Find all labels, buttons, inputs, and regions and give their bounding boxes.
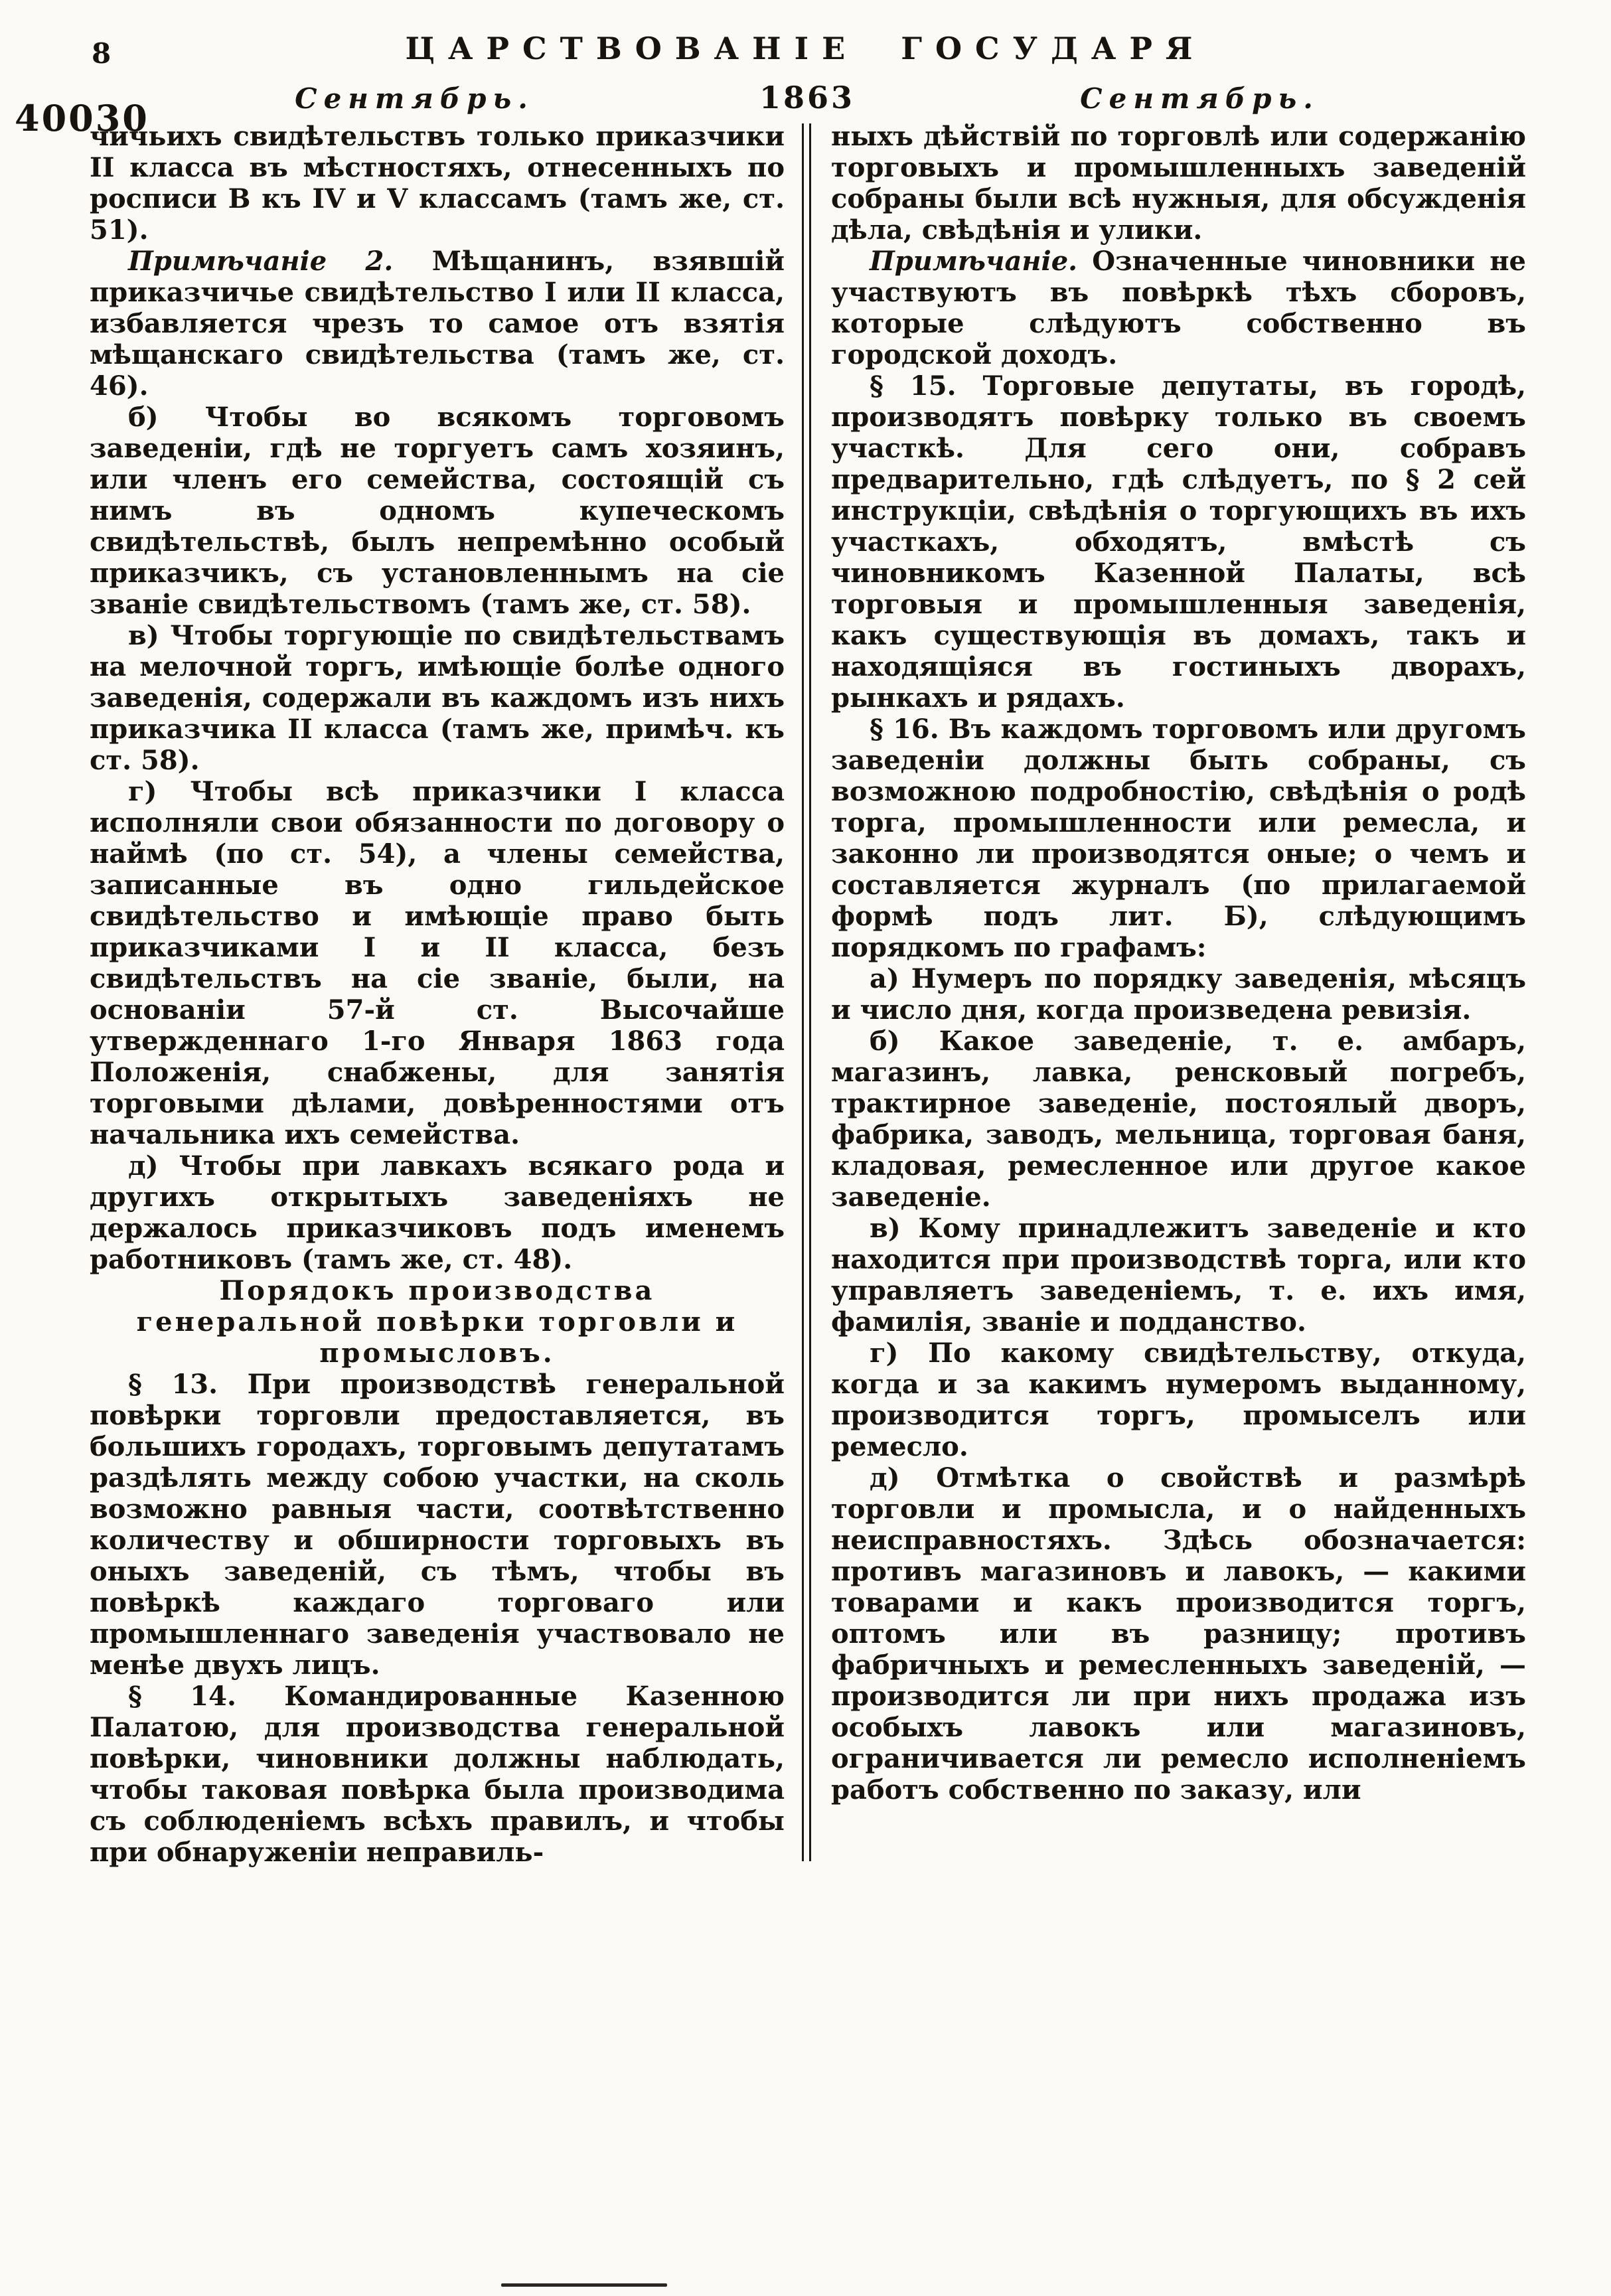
scan-artifact [501,2283,667,2287]
subheader-month-right: Сентябрь. [1080,82,1320,115]
paragraph: а) Нумеръ по порядку заведенія, мѣсяцъ и число дня, когда произведена ревизія. [831,963,1526,1026]
paragraph: д) Чтобы при лавкахъ всякаго рода и другихъ открытыхъ заведеніяхъ не держалось приказчиковъ подъ именемъ работниковъ (тамъ же, ст. 48). [90,1150,785,1275]
paragraph: Примѣчаніе 2. Мѣщанинъ, взявшій приказчичье свидѣтельство I или II класса, избавляется чрезъ то самое отъ взятія мѣщанскаго свидѣтельства (тамъ же, ст. 46). [90,246,785,402]
paragraph: § 16. Въ каждомъ торговомъ или другомъ заведеніи должны быть собраны, съ возможною подробностію, свѣдѣнія о родѣ торга, промышленности или ремесла, и законно ли производятся оные; о чемъ и составляется журналъ (по прилагаемой формѣ подъ лит. Б), слѣдующимъ порядкомъ по графамъ: [831,714,1526,963]
text-columns [90,121,1526,1868]
paragraph: ныхъ дѣйствій по торговлѣ или содержанію торговыхъ и промышленныхъ заведеній собраны были всѣ нужныя, для обсужденія дѣла, свѣдѣнія и улики. [831,121,1526,246]
subheader-month-left: Сентябрь. [295,82,534,115]
paragraph: д) Отмѣтка о свойствѣ и размѣрѣ торговли и промысла, и о найденныхъ неисправностяхъ. Здѣсь обозначается: противъ магазиновъ и лавокъ, — какими товарами и какъ производится торгъ, оптомъ или въ разницу; противъ фабричныхъ и ремесленныхъ заведеній, — производится ли при нихъ продажа изъ особыхъ лавокъ или магазиновъ, ограничивается ли ремесло исполненіемъ работъ собственно по заказу, или [831,1462,1526,1805]
header-title: ЦАРСТВОВАНІЕ ГОСУДАРЯ [405,31,1206,66]
paragraph: в) Кому принадлежитъ заведеніе и кто находится при производствѣ торга, или кто управляетъ заведеніемъ, т. е. ихъ имя, фамилія, званіе и подданство. [831,1213,1526,1338]
paragraph: б) Чтобы во всякомъ торговомъ заведеніи, гдѣ не торгуетъ самъ хозяинъ, или членъ его семейства, состоящій съ нимъ въ одномъ купеческомъ свидѣтельствѣ, былъ непремѣнно особый приказчикъ, съ установленнымъ на сіе званіе свидѣтельствомъ (тамъ же, ст. 58). [90,402,785,620]
paragraph: § 13. При производствѣ генеральной повѣрки торговли предоставляется, въ большихъ городахъ, торговымъ депутатамъ раздѣлять между собою участки, на сколь возможно равныя части, соотвѣтственно количеству и обширности торговыхъ въ оныхъ заведеній, съ тѣмъ, чтобы въ повѣркѣ каждаго торговаго или промышленнаго заведенія участвовало не менѣе двухъ лицъ. [90,1369,785,1681]
page-number: 8 [92,37,112,70]
paragraph: в) Чтобы торгующіе по свидѣтельствамъ на мелочной торгъ, имѣющіе болѣе одного заведенія, содержали въ каждомъ изъ нихъ приказчика II класса (тамъ же, примѣч. къ ст. 58). [90,620,785,776]
subheader-row [90,80,1525,115]
paragraph: чичьихъ свидѣтельствъ только приказчики II класса въ мѣстностяхъ, отнесенныхъ по росписи В къ IV и V классамъ (тамъ же, ст. 51). [90,121,785,246]
paragraph-lead-italic: Примѣчаніе 2. [128,246,432,277]
subheader-year: 1863 [759,80,856,115]
column-divider [802,123,811,1861]
paragraph-lead-italic: Примѣчаніе. [870,246,1093,277]
paragraph: Примѣчаніе. Означенные чиновники не участвуютъ въ повѣркѣ тѣхъ сборовъ, которые слѣдуютъ собственно въ городской доходъ. [831,246,1526,370]
paragraph: § 15. Торговые депутаты, въ городѣ, производятъ повѣрку только въ своемъ участкѣ. Для сего они, собравъ предварительно, гдѣ слѣдуетъ, по § 2 сей инструкціи, свѣдѣнія о торгующихъ въ ихъ участкахъ, обходятъ, вмѣстѣ съ чиновникомъ Казенной Палаты, всѣ торговыя и промышленныя заведенія, какъ существующія въ домахъ, такъ и находящіяся въ гостиныхъ дворахъ, рынкахъ и рядахъ. [831,370,1526,714]
paragraph: § 14. Командированные Казенною Палатою, для производства генеральной повѣрки, чиновники должны наблюдать, чтобы таковая повѣрка была производима съ соблюденіемъ всѣхъ правилъ, и чтобы при обнаруженіи неправиль- [90,1681,785,1868]
paragraph: г) По какому свидѣтельству, откуда, когда и за какимъ нумеромъ выданному, производится торгъ, промыселъ или ремесло. [831,1338,1526,1462]
act-number: 40030 [15,97,149,139]
paragraph: б) Какое заведеніе, т. е. амбаръ, магазинъ, лавка, ренсковый погребъ, трактирное заведеніе, постоялый дворъ, фабрика, заводъ, мельница, торговая баня, кладовая, ремесленное или другое какое заведеніе. [831,1026,1526,1213]
paragraph: г) Чтобы всѣ приказчики I класса исполняли свои обязанности по договору о наймѣ (по ст. 54), а члены семейства, записанные въ одно гильдейское свидѣтельство и имѣющіе право быть приказчиками I и II класса, безъ свидѣтельствъ на сіе званіе, были, на основаніи 57-й ст. Высочайше утвержденнаго 1-го Января 1863 года Положенія, снабжены, для занятія торговыми дѣлами, довѣренностями отъ начальника ихъ семейства. [90,776,785,1150]
right-column [811,121,1526,1868]
left-column [90,121,802,1868]
column-heading: Порядокъ производства генеральной повѣрки торговли и промысловъ. [136,1275,738,1369]
